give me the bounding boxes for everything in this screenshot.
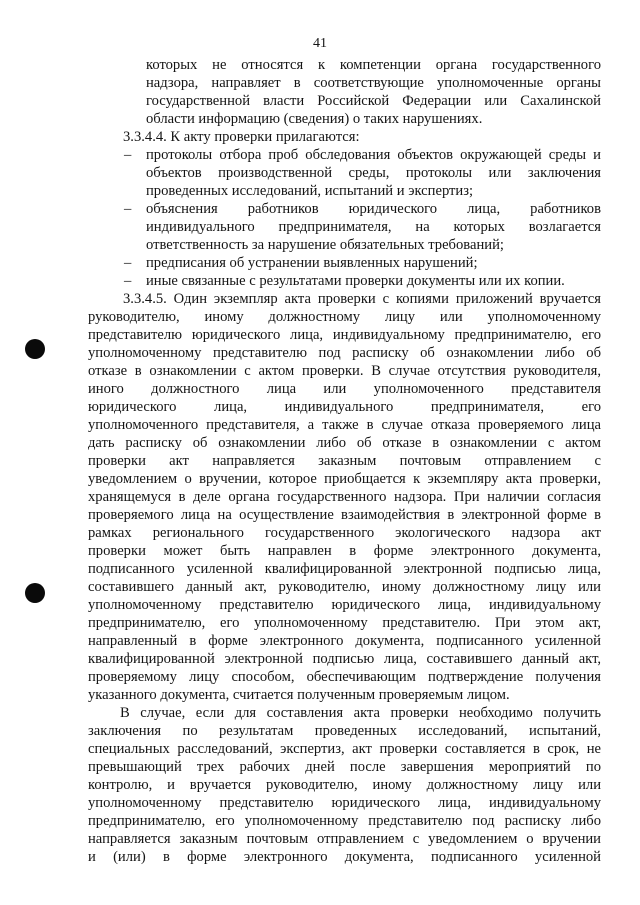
text-line: иного должностного лица или уполномоченного представителя xyxy=(88,381,601,397)
text-line: направленный в форме электронного документа, подписанного усиленной xyxy=(88,633,601,649)
text-line: заключения по результатам проведенных исследований, испытаний, xyxy=(88,723,601,739)
text-line: контролю, и вручается руководителю, иному должностному лицу или xyxy=(88,777,601,793)
text-line: уполномоченному представителю юридического лица, индивидуальному xyxy=(88,795,601,811)
text-line: предпринимателю, его уполномоченному представителю. При этом акт, xyxy=(88,615,601,631)
text-line: юридического лица, индивидуального предпринимателя, его xyxy=(88,399,601,415)
list-bullet: – xyxy=(124,255,132,271)
text-line: составившего данный акт, руководителю, иному должностному лицу или xyxy=(88,579,601,595)
list-bullet: – xyxy=(124,273,132,289)
list-bullet: – xyxy=(124,201,132,217)
text-line: квалифицированной электронной подписью лица, составившего данный акт, xyxy=(88,651,601,667)
text-line: предпринимателю, его уполномоченному представителю под расписку либо xyxy=(88,813,601,829)
text-line: проверяемому лицу способом, обеспечивающим подтверждение получения xyxy=(88,669,601,685)
text-line: направляется заказным почтовым отправлением с уведомлением о вручении xyxy=(88,831,601,847)
text-line: рамках регионального государственного экологического надзора акт xyxy=(88,525,601,541)
text-line: специальных расследований, экспертиз, акт проверки составляется в срок, не xyxy=(88,741,601,757)
text-line: надзора, направляет в соответствующие уполномоченные органы xyxy=(146,75,601,91)
text-line: уполномоченного представителя, а также в случае отказа проверяемого лица xyxy=(88,417,601,433)
text-line: уполномоченному представителю юридического лица, индивидуальному xyxy=(88,597,601,613)
text-line: превышающий трех рабочих дней после завершения мероприятий по xyxy=(88,759,601,775)
text-line: 3.3.4.4. К акту проверки прилагаются: xyxy=(123,129,360,145)
punch-hole-bottom xyxy=(25,583,45,603)
text-line: ответственность за нарушение обязательных требований; xyxy=(146,237,504,253)
punch-hole-top xyxy=(25,339,45,359)
text-line: и (или) в форме электронного документа, подписанного усиленной xyxy=(88,849,601,865)
text-line: объектов производственной среды, протоколы или заключения xyxy=(146,165,601,181)
text-line: проверяемого лица на осуществление взаимодействия в электронной форме в xyxy=(88,507,601,523)
list-bullet: – xyxy=(124,147,132,163)
text-line: представителю юридического лица, индивидуальному предпринимателю, его xyxy=(88,327,601,343)
text-line: проверки может быть направлен в форме электронного документа, xyxy=(88,543,601,559)
text-line: уполномоченному представителю под расписку об ознакомлении либо об xyxy=(88,345,601,361)
text-line: В случае, если для составления акта проверки необходимо получить xyxy=(120,705,601,721)
text-line: иные связанные с результатами проверки документы или их копии. xyxy=(146,273,565,289)
text-line: индивидуального предпринимателя, на которых возлагается xyxy=(146,219,601,235)
text-line: уведомлением о вручении, которое приобщается к экземпляру акта проверки, xyxy=(88,471,601,487)
text-line: государственной власти Российской Федерации или Сахалинской xyxy=(146,93,601,109)
text-line: хранящемуся в деле органа государственного надзора. При наличии согласия xyxy=(88,489,601,505)
page-number: 41 xyxy=(313,36,327,51)
text-line: проведенных исследований, испытаний и экспертиз; xyxy=(146,183,474,199)
text-line: подписанного усиленной квалифицированной электронной подписью лица, xyxy=(88,561,601,577)
text-line: области информацию (сведения) о таких нарушениях. xyxy=(146,111,483,127)
text-line: руководителю, иному должностному лицу или уполномоченному xyxy=(88,309,601,325)
text-line: объяснения работников юридического лица, работников xyxy=(146,201,601,217)
text-line: отказе в ознакомлении с актом проверки. В случае отсутствия руководителя, xyxy=(88,363,601,379)
text-line: указанного документа, считается полученным проверяемым лицом. xyxy=(88,687,510,703)
text-line: предписания об устранении выявленных нарушений; xyxy=(146,255,478,271)
text-line: которых не относятся к компетенции органа государственного xyxy=(146,57,601,73)
text-line: протоколы отбора проб обследования объектов окружающей среды и xyxy=(146,147,601,163)
text-line: проверки акт направляется заказным почтовым отправлением с xyxy=(88,453,601,469)
text-line: дать расписку об ознакомлении либо об отказе в ознакомлении с актом xyxy=(88,435,601,451)
text-line: 3.3.4.5. Один экземпляр акта проверки с копиями приложений вручается xyxy=(123,291,601,307)
